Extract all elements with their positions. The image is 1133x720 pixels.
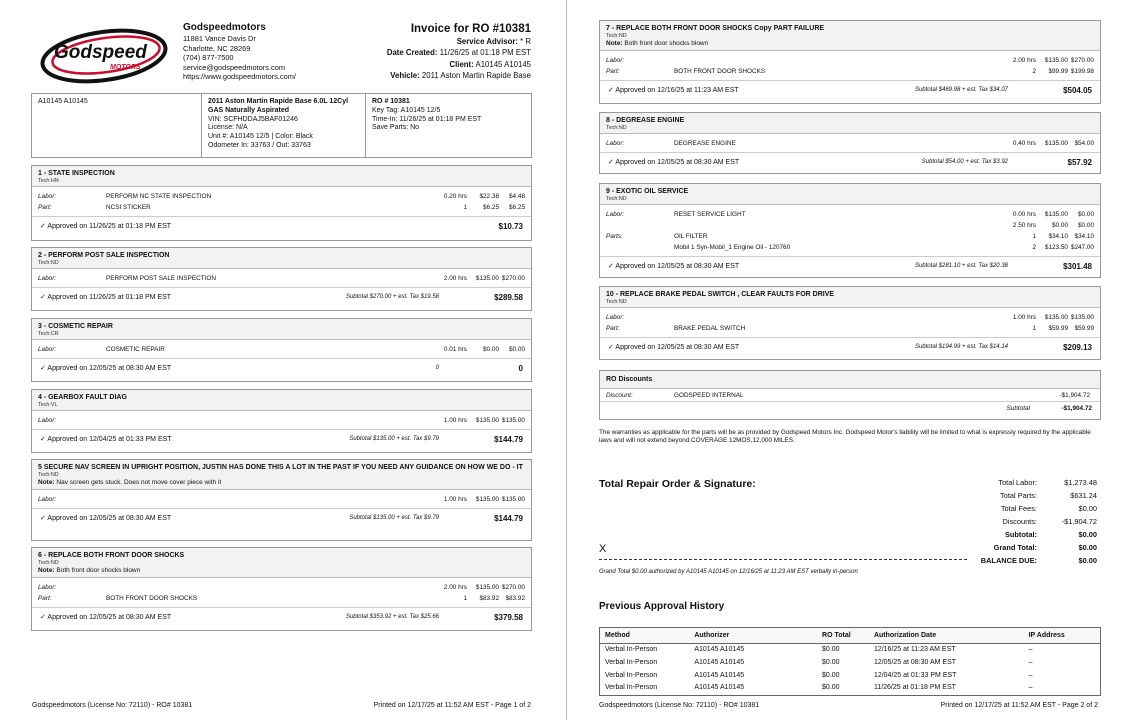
job-card — [599, 183, 1101, 278]
shop-address1: 11881 Vance Davis Dr — [183, 34, 256, 43]
job-approval — [32, 288, 531, 307]
history-cell: $0.00 — [822, 671, 840, 679]
total-row — [947, 515, 1097, 528]
line-price: $135.00 — [475, 417, 499, 424]
line-type: Labor: — [38, 193, 57, 200]
job-title: 6 - REPLACE BOTH FRONT DOOR SHOCKS — [38, 552, 185, 559]
line-price: $123.50 — [1044, 244, 1068, 251]
job-note-text: Nav screen gets stuck. Does not move cover piece with it — [56, 479, 222, 486]
job-total: $10.73 — [498, 222, 523, 231]
line-type: Labor: — [38, 584, 57, 591]
line-type: Part: — [606, 68, 620, 75]
job-header — [600, 21, 1100, 51]
line-type: Labor: — [606, 211, 625, 218]
line-qty: 0.20 hrs — [443, 193, 467, 200]
shop-info — [183, 22, 296, 82]
line-type: Labor: — [606, 314, 625, 321]
line-qty: 2.00 hrs — [443, 275, 467, 282]
history-cell: A10145 A10145 — [694, 658, 745, 666]
shop-phone: (704) 877-7500 — [183, 53, 234, 63]
total-row — [947, 489, 1097, 502]
history-cell: A10145 A10145 — [694, 684, 745, 692]
job-approval — [32, 608, 531, 627]
line-item — [600, 231, 1100, 242]
total-row — [947, 502, 1097, 515]
line-price: $135.00 — [475, 584, 499, 591]
line-amount: $247.00 — [1070, 244, 1094, 251]
job-tech: Tech:VL — [38, 402, 58, 408]
client-value: A10145 A10145 — [475, 59, 531, 69]
total-label: BALANCE DUE: — [980, 556, 1037, 565]
invoice-page-1 — [0, 0, 566, 720]
line-desc: PERFORM POST SALE INSPECTION — [106, 275, 216, 282]
line-qty: 2.00 hrs — [443, 584, 467, 591]
job-header — [32, 548, 531, 578]
job-note — [38, 479, 525, 487]
job-line-items — [600, 134, 1100, 153]
line-price: $135.00 — [1044, 314, 1068, 321]
approved-text: ✓ Approved on 12/05/25 at 08:30 AM EST — [608, 263, 740, 270]
line-amount: $199.98 — [1070, 68, 1094, 75]
total-label: Subtotal: — [1004, 530, 1037, 539]
line-item — [32, 415, 531, 426]
line-price: $0.00 — [1052, 222, 1068, 229]
job-approval — [32, 509, 531, 528]
line-desc: NCSI STICKER — [106, 204, 151, 211]
approved-text: ✓ Approved on 12/16/25 at 11:23 AM EST — [608, 87, 739, 94]
line-item — [32, 202, 531, 213]
approved-text: ✓ Approved on 12/05/25 at 08:30 AM EST — [40, 365, 172, 372]
job-approval — [600, 81, 1100, 100]
job-approval — [600, 153, 1100, 172]
approved-text: ✓ Approved on 12/05/25 at 08:30 AM EST — [608, 159, 740, 166]
history-column-header: Authorization Date — [869, 628, 1024, 644]
total-label: Total Parts: — [1000, 491, 1037, 500]
job-tech: Tech:ND — [38, 472, 59, 478]
ro-line: RO # 10381 — [372, 98, 410, 105]
line-price: $135.00 — [1044, 211, 1068, 218]
approval-history-table — [599, 627, 1101, 696]
line-qty: 1 — [1032, 325, 1036, 332]
total-value: $0.00 — [1078, 504, 1097, 513]
job-tech: Tech:ND — [38, 560, 59, 566]
footer-right: Printed on 12/17/25 at 11:52 AM EST - Page 1 of 2 — [373, 702, 531, 709]
line-amount: $54.00 — [1074, 140, 1094, 147]
line-qty: 1 — [463, 204, 467, 211]
history-row — [600, 682, 1101, 695]
job-total: $504.05 — [1063, 86, 1092, 95]
signature-x: X — [599, 543, 607, 555]
history-cell: 11/26/25 at 01:18 PM EST — [873, 684, 956, 692]
line-amount: $0.00 — [1078, 211, 1094, 218]
total-label: Total Fees: — [1000, 504, 1037, 513]
date-label: Date Created: — [386, 48, 438, 58]
job-total: $301.48 — [1063, 262, 1092, 271]
line-amount: $83.92 — [505, 595, 525, 602]
line-item — [32, 494, 531, 505]
job-header — [600, 287, 1100, 308]
job-total: 0 — [518, 364, 523, 373]
line-item — [600, 55, 1100, 66]
ro-line: Time-In: 11/26/25 at 01:18 PM EST — [372, 115, 482, 123]
total-value: $631.24 — [1070, 491, 1097, 500]
job-tech: Tech:CR — [38, 331, 59, 337]
job-subtotal: Subtotal $135.00 + est. Tax $9.79 — [349, 436, 439, 442]
history-cell: Verbal In-Person — [605, 658, 658, 666]
line-price: $135.00 — [475, 496, 499, 503]
job-total: $144.79 — [494, 514, 523, 523]
line-amount: $0.00 — [1078, 222, 1094, 229]
job-line-items — [32, 490, 531, 509]
job-title: 8 - DEGREASE ENGINE — [606, 117, 685, 124]
job-card — [31, 165, 532, 241]
history-column-header: RO Total — [817, 628, 869, 644]
line-amount: $4.48 — [509, 193, 525, 200]
line-item — [32, 593, 531, 604]
job-tech: Tech:ND — [38, 260, 59, 266]
history-cell: $0.00 — [822, 646, 840, 653]
line-item — [32, 582, 531, 593]
line-price: $135.00 — [1044, 140, 1068, 147]
line-amount: $135.00 — [1070, 314, 1094, 321]
job-card — [31, 547, 532, 631]
total-label: Discounts: — [1002, 517, 1037, 526]
job-header — [32, 460, 531, 490]
line-desc: RESET SERVICE LIGHT — [674, 211, 746, 218]
job-approval — [32, 359, 531, 378]
job-subtotal: Subtotal $353.92 + est. Tax $25.66 — [345, 614, 439, 620]
job-header — [32, 166, 531, 187]
line-desc: BOTH FRONT DOOR SHOCKS — [106, 595, 198, 602]
job-note-label: Note: — [38, 567, 55, 574]
job-subtotal: Subtotal $281.10 + est. Tax $20.38 — [914, 263, 1008, 269]
advisor-value: * R — [520, 37, 531, 46]
line-desc: COSMETIC REPAIR — [106, 346, 165, 353]
job-header — [32, 248, 531, 269]
job-line-items — [600, 205, 1100, 257]
history-column-header: Authorizer — [689, 628, 817, 644]
job-approval — [32, 430, 531, 449]
line-qty: 0.00 hrs — [1012, 211, 1036, 218]
line-desc: PERFORM NC STATE INSPECTION — [106, 193, 212, 200]
line-qty: 2 — [1032, 68, 1036, 75]
total-row — [947, 541, 1097, 554]
line-qty: 1 — [1032, 233, 1036, 240]
line-amount: $0.00 — [509, 346, 525, 353]
line-qty: 1.00 hrs — [443, 417, 467, 424]
line-type: Part: — [38, 204, 52, 211]
footer-left: Godspeedmotors (License No: 72110) - RO# 10381 — [32, 702, 193, 709]
line-type: Labor: — [38, 346, 57, 353]
job-line-items — [32, 578, 531, 608]
job-header — [600, 113, 1100, 134]
job-title: 2 - PERFORM POST SALE INSPECTION — [38, 252, 170, 259]
footer-left-p2: Godspeedmotors (License No: 72110) - RO# 10381 — [599, 702, 760, 709]
history-cell: 12/04/25 at 01:33 PM EST — [873, 671, 957, 679]
job-tech: Tech:ND — [606, 299, 627, 305]
job-subtotal: Subtotal $469.98 + est. Tax $34.07 — [914, 87, 1008, 93]
discount-amount: -$1,904.72 — [1059, 392, 1090, 399]
signature-line[interactable] — [599, 559, 967, 560]
line-price: $0.00 — [483, 346, 499, 353]
line-amount: $270.00 — [1070, 57, 1094, 64]
line-amount: $135.00 — [501, 496, 525, 503]
history-cell: Verbal In-Person — [605, 684, 658, 692]
job-header — [600, 184, 1100, 205]
client-label: Client: — [449, 59, 474, 69]
job-approval — [32, 217, 531, 236]
history-cell: $0.00 — [822, 684, 840, 692]
line-type: Labor: — [606, 57, 625, 64]
line-desc: DEGREASE ENGINE — [674, 140, 736, 147]
date-value: 11/26/25 at 01:18 PM EST — [439, 48, 531, 58]
total-row — [947, 476, 1097, 489]
line-type: Labor: — [38, 496, 57, 503]
total-value: $0.00 — [1078, 530, 1097, 539]
history-row — [600, 657, 1101, 670]
line-qty: 1.00 hrs — [443, 496, 467, 503]
info-vehicle — [202, 94, 366, 157]
vehicle-line: VIN: SCFHDDAJ5BAF01246 — [208, 115, 298, 123]
history-cell: 12/16/25 at 11:23 AM EST — [873, 646, 956, 653]
line-type: Part: — [38, 595, 52, 602]
line-item — [600, 138, 1100, 149]
shop-email: service@godspeedmotors.com — [183, 62, 285, 72]
line-item — [600, 209, 1100, 220]
discount-type: Discount: — [606, 392, 633, 399]
job-title: 4 - GEARBOX FAULT DIAG — [38, 394, 127, 401]
job-card — [31, 389, 532, 453]
invoice-title: Invoice for RO #10381 — [410, 23, 531, 35]
job-line-items — [600, 51, 1100, 81]
history-cell: – — [1028, 658, 1033, 666]
discount-desc: GODSPEED INTERNAL — [674, 392, 744, 399]
ro-line: Key Tag: A10145 12/5 — [372, 106, 441, 114]
line-type: Parts: — [606, 233, 623, 240]
line-desc: Mobil 1 Syn-Mobil_1 Engine Oil - 120760 — [674, 244, 791, 251]
job-tech: Tech:ND — [606, 196, 627, 202]
job-title: 7 - REPLACE BOTH FRONT DOOR SHOCKS Copy PART FAILURE — [606, 25, 825, 32]
job-note-text: Both front door shocks blown — [624, 40, 709, 47]
line-qty: 0.01 hrs — [443, 346, 467, 353]
line-qty: 1 — [463, 595, 467, 602]
job-card — [31, 247, 532, 311]
total-row — [947, 554, 1097, 567]
job-subtotal: 0 — [435, 365, 439, 371]
discount-subtotal-label: Subtotal — [1006, 405, 1030, 412]
footer-right-p2: Printed on 12/17/25 at 11:52 AM EST - Page 2 of 2 — [940, 702, 1098, 709]
job-note-text: Both front door shocks blown — [56, 567, 141, 574]
line-amount: $6.25 — [509, 204, 525, 211]
total-value: $0.00 — [1078, 543, 1097, 552]
line-item — [600, 66, 1100, 77]
line-type: Labor: — [606, 140, 625, 147]
info-customer: A10145 A10145 — [32, 94, 202, 157]
invoice-page-2 — [567, 0, 1133, 720]
total-row — [947, 528, 1097, 541]
approved-text: ✓ Approved on 12/05/25 at 08:30 AM EST — [40, 515, 172, 522]
shop-website: https://www.godspeedmotors.com/ — [183, 72, 296, 82]
info-box — [31, 93, 532, 158]
job-approval — [600, 338, 1100, 357]
job-line-items — [32, 187, 531, 217]
vehicle-line: License: N/A — [208, 124, 248, 132]
approval-history-title: Previous Approval History — [599, 601, 725, 612]
line-item — [32, 344, 531, 355]
job-line-items — [32, 269, 531, 288]
job-line-items — [32, 340, 531, 359]
line-qty: 1.00 hrs — [1012, 314, 1036, 321]
job-card — [599, 20, 1101, 104]
history-cell: Verbal In-Person — [605, 646, 658, 653]
approved-text: ✓ Approved on 12/04/25 at 01:33 PM EST — [40, 436, 172, 443]
line-price: $22.38 — [479, 193, 499, 200]
job-subtotal: Subtotal $135.00 + est. Tax $9.79 — [349, 515, 439, 521]
discount-subtotal: -$1,904.72 — [1061, 405, 1092, 412]
job-subtotal: Subtotal $270.00 + est. Tax $19.58 — [345, 294, 439, 300]
job-note — [606, 40, 1094, 48]
job-note-label: Note: — [606, 40, 623, 47]
job-total: $144.79 — [494, 435, 523, 444]
job-subtotal: Subtotal $54.00 + est. Tax $3.92 — [921, 159, 1008, 165]
history-cell: A10145 A10145 — [694, 646, 745, 653]
job-total: $289.58 — [494, 293, 523, 302]
warranty-text: The warranties as applicable for the parts will be as provided by Godspeed Motors Inc. Godspeed Motor's liability will be limited to what is expressly required by the applicable laws and will not extend beyond.COVERAGE 12MOS,12,000 MILES. — [599, 429, 1091, 444]
job-header — [32, 390, 531, 411]
line-item — [600, 220, 1100, 231]
vehicle-line: 2011 Aston Martin Rapide Base 6.0L 12Cyl — [208, 98, 349, 105]
line-price: $135.00 — [1044, 57, 1068, 64]
approved-text: ✓ Approved on 11/26/25 at 01:18 PM EST — [40, 223, 172, 230]
history-cell: $0.00 — [822, 658, 840, 666]
line-desc: BOTH FRONT DOOR SHOCKS — [674, 68, 766, 75]
history-cell: – — [1028, 684, 1033, 692]
job-tech: Tech:HN — [38, 178, 59, 184]
line-price: $6.25 — [483, 204, 499, 211]
history-column-header: IP Address — [1024, 628, 1101, 644]
history-cell: A10145 A10145 — [694, 671, 745, 679]
job-total: $379.58 — [494, 613, 523, 622]
job-card — [31, 459, 532, 541]
job-line-items — [600, 308, 1100, 338]
job-approval — [600, 257, 1100, 276]
line-price: $99.99 — [1048, 68, 1068, 75]
job-title: 5 SECURE NAV SCREEN IN UPRIGHT POSITION, JUSTIN HAS DONE THIS A LOT IN THE PAST IF YOU NEED ANY GUIDANCE ON HOW WE DO - IT — [38, 464, 523, 471]
line-type: Labor: — [38, 275, 57, 282]
line-amount: $270.00 — [501, 584, 525, 591]
line-type: Part: — [606, 325, 620, 332]
job-total: $209.13 — [1063, 343, 1092, 352]
history-cell: – — [1028, 646, 1033, 653]
line-amount: $270.00 — [501, 275, 525, 282]
line-amount: $34.10 — [1074, 233, 1094, 240]
total-label: Total Labor: — [998, 478, 1037, 487]
line-item — [600, 312, 1100, 323]
line-desc: BRAKE PEDAL SWITCH — [674, 325, 746, 332]
job-total: $57.92 — [1067, 158, 1092, 167]
total-signature-title: Total Repair Order & Signature: — [599, 478, 756, 490]
job-title: 1 - STATE INSPECTION — [38, 170, 115, 177]
approved-text: ✓ Approved on 12/05/25 at 08:30 AM EST — [608, 344, 740, 351]
totals-summary — [947, 476, 1097, 567]
vehicle-value: 2011 Aston Martin Rapide Base — [421, 70, 531, 80]
total-value: $1,273.48 — [1064, 478, 1097, 487]
job-note-label: Note: — [38, 479, 55, 486]
line-amount: $135.00 — [501, 417, 525, 424]
job-card — [31, 318, 532, 382]
advisor-label: Service Advisor: — [456, 37, 518, 46]
job-card — [599, 112, 1101, 174]
line-price: $34.10 — [1048, 233, 1068, 240]
job-title: 10 - REPLACE BRAKE PEDAL SWITCH , CLEAR FAULTS FOR DRIVE — [606, 291, 835, 298]
logo-text: Godspeed — [54, 42, 147, 63]
vehicle-line: GAS Naturally Aspirated — [208, 106, 290, 114]
vehicle-line: Odometer In: 33763 / Out: 33763 — [208, 141, 311, 149]
job-title: 9 - EXOTIC OIL SERVICE — [606, 188, 689, 195]
line-qty: 2.00 hrs — [1012, 57, 1036, 64]
godspeed-logo — [40, 24, 172, 84]
ro-line: Save Parts: No — [372, 124, 420, 132]
shop-name: Godspeedmotors — [183, 22, 266, 33]
job-note — [38, 567, 525, 575]
line-price: $59.99 — [1048, 325, 1068, 332]
ro-discounts — [599, 370, 1101, 420]
history-row — [600, 644, 1101, 657]
line-item — [600, 323, 1100, 334]
shop-address2: Charlotte, NC 28269 — [183, 43, 251, 53]
job-subtotal: Subtotal $194.99 + est. Tax $14.14 — [914, 344, 1008, 350]
job-card — [599, 286, 1101, 360]
line-item — [32, 273, 531, 284]
job-tech: Tech:ND — [606, 125, 627, 131]
history-column-header: Method — [600, 628, 690, 644]
discounts-title: RO Discounts — [606, 376, 653, 383]
line-item — [600, 242, 1100, 253]
line-price: $83.92 — [479, 595, 499, 602]
line-item — [32, 191, 531, 202]
line-type: Labor: — [38, 417, 57, 424]
job-line-items — [32, 411, 531, 430]
line-qty: 0.40 hrs — [1012, 140, 1036, 147]
line-amount: $59.99 — [1074, 325, 1094, 332]
line-price: $135.00 — [475, 275, 499, 282]
job-header — [32, 319, 531, 340]
line-desc: OIL FILTER — [674, 233, 708, 240]
history-cell: Verbal In-Person — [605, 671, 658, 679]
total-label: Grand Total: — [993, 543, 1037, 552]
logo-subtext: MOTORS — [110, 64, 141, 71]
line-qty: 2 — [1032, 244, 1036, 251]
job-tech: Tech:ND — [606, 33, 627, 39]
line-qty: 2.50 hrs — [1012, 222, 1036, 229]
invoice-header — [387, 22, 531, 81]
approved-text: ✓ Approved on 12/05/25 at 08:30 AM EST — [40, 614, 172, 621]
signature-caption: Grand Total $0.00 authorized by A10145 A10145 on 12/16/25 at 11:23 AM EST verbally in-person — [599, 569, 858, 575]
history-row — [600, 670, 1101, 683]
info-ro — [366, 94, 531, 157]
total-value: $0.00 — [1078, 556, 1097, 565]
job-title: 3 - COSMETIC REPAIR — [38, 323, 113, 330]
total-value: -$1,904.72 — [1061, 517, 1097, 526]
approved-text: ✓ Approved on 11/26/25 at 01:18 PM EST — [40, 294, 172, 301]
vehicle-line: Unit #: A10145 12/5 | Color: Black — [208, 133, 313, 141]
history-cell: – — [1028, 671, 1033, 679]
history-cell: 12/05/25 at 08:30 AM EST — [873, 658, 957, 666]
vehicle-label: Vehicle: — [390, 70, 420, 80]
